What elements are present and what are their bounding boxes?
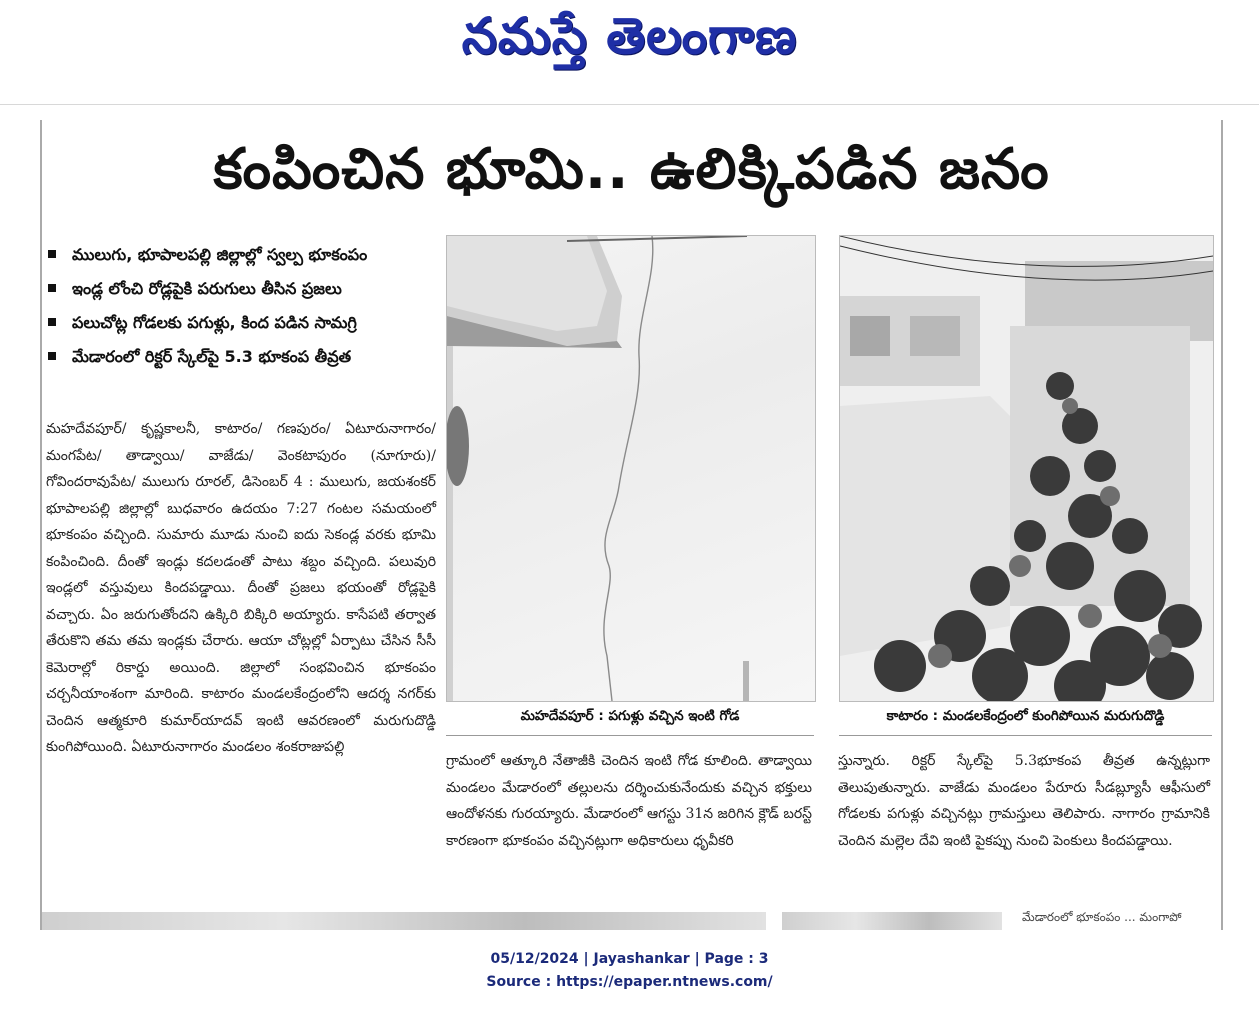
article-clipping	[40, 120, 1223, 930]
edition-info: 05/12/2024 | Jayashankar | Page : 3	[490, 951, 769, 967]
next-article-text: మేడారంలో భూకంపం ... మంగాపో	[1022, 910, 1182, 924]
sunken-toilet-photo	[839, 235, 1214, 702]
bullet-icon	[48, 284, 56, 292]
photo-caption: మహదేవపూర్ : పగుళ్లు వచ్చిన ఇంటి గోడ	[520, 708, 740, 724]
article-headline: కంపించిన భూమి.. ఉలిక్కిపడిన జనం	[213, 137, 1050, 202]
bullet-icon	[48, 352, 56, 360]
highlight-text: మేడారంలో రిక్టర్ స్కేల్‌పై 5.3 భూకంప తీవ్రత	[72, 347, 352, 366]
masthead	[0, 0, 1259, 105]
highlight-text: పలుచోట్ల గోడలకు పగుళ్లు, కింద పడిన సామగ్రి	[72, 313, 357, 332]
caption-divider	[446, 735, 814, 736]
highlight-text: ములుగు, భూపాలపల్లి జిల్లాల్లో స్వల్ప భూకంపం	[72, 245, 368, 264]
highlight-item	[46, 272, 438, 306]
page-footer	[0, 948, 1259, 994]
cracked-wall-photo	[446, 235, 816, 702]
next-article-cutoff	[42, 912, 1221, 930]
bullet-icon	[48, 318, 56, 326]
source-link[interactable]: Source : https://epaper.ntnews.com/	[486, 974, 773, 990]
photo-caption: కాటారం : మండలకేంద్రంలో కుంగిపోయిన మరుగుదొడ్డి	[886, 708, 1165, 724]
article-column-2: గ్రామంలో ఆత్కూరి నేతాజీకి చెందిన ఇంటి గోడ కూలింది. తాడ్వాయి మండలం మేడారంలో తల్లులను దర్శించుకునేందుకు వచ్చిన భక్తులు ఆందోళనకు గురయ్యారు. మేడారంలో ఆగస్టు 31న జరిగిన క్లౌడ్ బరస్ట్ కారణంగా భూకంపం వచ్చినట్లుగా అధికారులు ధృవీకరి	[446, 753, 812, 849]
caption-divider	[839, 735, 1212, 736]
highlight-item	[46, 340, 438, 374]
next-article-photo	[782, 912, 1002, 930]
bullet-icon	[48, 250, 56, 258]
newspaper-logo: నమస్తే తెలంగాణ	[461, 6, 798, 65]
article-column-3: స్తున్నారు. రిక్టర్ స్కేల్‌పై 5.3భూకంప తీవ్రత ఉన్నట్లుగా తెలుపుతున్నారు. వాజేడు మండలం పేరూరు సీడబ్ల్యూసీ ఆఫీసులో గోడలకు పగుళ్లు వచ్చినట్లు గ్రామస్తులు తెలిపారు. నాగారం గ్రామానికి చెందిన మల్లెల దేవి ఇంటి పైకప్పు నుంచి పెంకులు కిందపడ్డాయి.	[838, 753, 1210, 849]
highlight-text: ఇండ్ల లోంచి రోడ్లపైకి పరుగులు తీసిన ప్రజలు	[72, 279, 342, 298]
highlight-item	[46, 306, 438, 340]
highlight-item	[46, 238, 438, 272]
highlights-list	[46, 238, 438, 374]
next-article-photo	[42, 912, 766, 930]
article-column-1: మహదేవపూర్/ కృష్ణకాలనీ, కాటారం/ గణపురం/ ఏటూరునాగారం/ మంగపేట/ తాడ్వాయి/ వాజేడు/ వెంకటాపురం (నూగూరు)/ గోవిందరావుపేట/ ములుగు రూరల్, డిసెంబర్ 4 : ములుగు, జయశంకర్ భూపాలపల్లి జిల్లాల్లో బుధవారం ఉదయం 7:27 గంటల సమయంలో భూకంపం వచ్చింది. సుమారు మూడు నుంచి ఐదు సెకండ్ల వరకు భూమి కంపించింది. దీంతో ఇండ్లు కదలడంతో పాటు శబ్దం వచ్చింది. పలువురి ఇండ్లలో వస్తువులు కిందపడ్డాయి. దీంతో ప్రజలు భయంతో రోడ్లపైకి వచ్చారు. ఏం జరుగుతోందని ఉక్కిరి బిక్కిరి అయ్యారు. కాసేపటి తర్వాత తేరుకొని తమ తమ ఇండ్లకు చేరారు. ఆయా చోట్లల్లో ఏర్పాటు చేసిన సీసీ కెమెరాల్లో రికార్డు అయింది. జిల్లాలో సంభవించిన భూకంపం చర్చనీయాంశంగా మారింది. కాటారం మండలకేంద్రంలోని ఆదర్శ నగర్‌కు చెందిన ఆత్మకూరి కుమార్‌యాదవ్ ఇంటి ఆవరణంలో మరుగుదొడ్డి కుంగిపోయింది. ఏటూరునాగారం మండలం శంకరాజుపల్లి	[46, 421, 436, 755]
